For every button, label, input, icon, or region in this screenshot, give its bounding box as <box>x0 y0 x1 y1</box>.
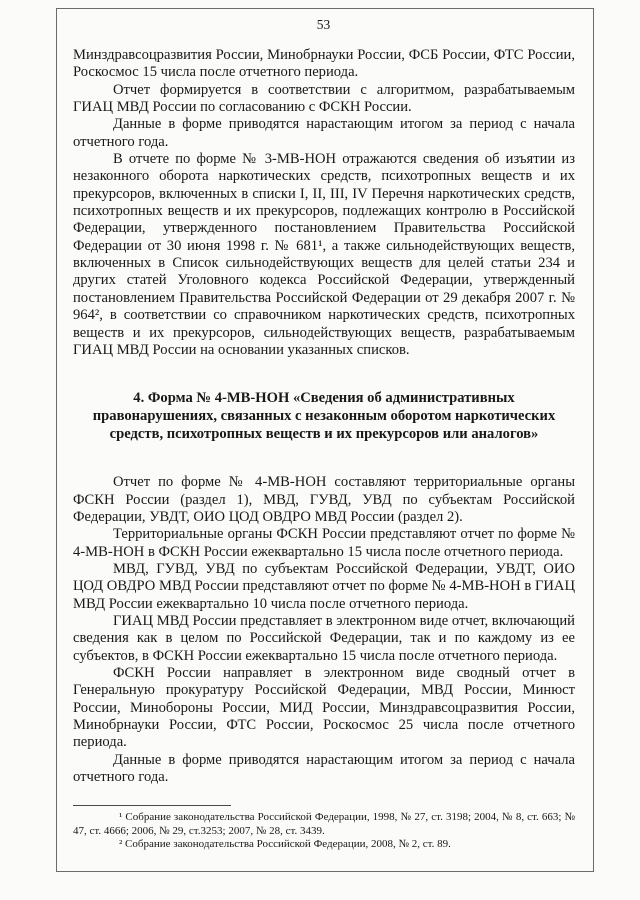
paragraph: ГИАЦ МВД России представляет в электронном виде отчет, включающий сведения как в целом по Российской Федерации, так и по каждому из ее субъектов, в ФСКН России ежеквартально 15 числа после отчетного периода. <box>73 612 575 664</box>
paragraph: Минздравсоцразвития России, Минобрнауки России, ФСБ России, ФТС России, Роскосмос 15 числа после отчетного периода. <box>73 47 575 81</box>
document-body <box>73 47 575 786</box>
footnotes-block <box>73 805 575 852</box>
footnote: ¹ Собрание законодательства Российской Федерации, 1998, № 27, ст. 3198; 2004, № 8, ст. 663; № 47, ст. 4666; 2006, № 29, ст.3253; 2007, № 28, ст. 3439. <box>73 811 575 837</box>
paragraph: В отчете по форме № 3-МВ-НОН отражаются сведения об изъятии из незаконного оборота наркотических средств, психотропных веществ и их прекурсоров, включенных в списки I, II, III, IV Перечня наркотических средств, психотропных веществ и их прекурсоров, подлежащих контролю в Российской Федерации, утвержденного постановлением Правительства Российской Федерации от 30 июня 1998 г. № 681¹, а также сильнодействующих веществ, включенных в Список сильнодействующих веществ для целей статьи 234 и других статей Уголовного кодекса Российской Федерации, утвержденный постановлением Правительства Российской Федерации от 29 декабря 2007 г. № 964², в соответствии со справочником наркотических средств, психотропных веществ и их прекурсоров, сильнодействующих веществ, разрабатываемым ГИАЦ МВД России на основании указанных списков. <box>73 151 575 358</box>
section-heading: 4. Форма № 4-МВ-НОН «Сведения об административных правонарушениях, связанных с незаконным оборотом наркотических средств, психотропных веществ и их прекурсоров или аналогов» <box>92 390 556 443</box>
paragraph: Отчет по форме № 4-МВ-НОН составляют территориальные органы ФСКН России (раздел 1), МВД, ГУВД, УВД по субъектам Российской Федерации, УВДТ, ОИО ЦОД ОВДРО МВД России (раздел 2). <box>73 474 575 525</box>
footnote-separator <box>73 805 231 806</box>
paragraph: ФСКН России направляет в электронном виде сводный отчет в Генеральную прокуратуру Российской Федерации, МВД России, Минюст России, Минобороны России, МИД России, Минздравсоцразвития России, Минобрнауки России, ФТС России, Роскосмос 25 числа после отчетного периода. <box>73 664 575 751</box>
paragraph: Территориальные органы ФСКН России представляют отчет по форме № 4-МВ-НОН в ФСКН России ежеквартально 15 числа после отчетного периода. <box>73 526 575 560</box>
footnote: ² Собрание законодательства Российской Федерации, 2008, № 2, ст. 89. <box>119 838 451 851</box>
paragraph: Данные в форме приводятся нарастающим итогом за период с начала отчетного года. <box>73 116 575 150</box>
page-number: 53 <box>316 17 331 32</box>
paragraph: МВД, ГУВД, УВД по субъектам Российской Федерации, УВДТ, ОИО ЦОД ОВДРО МВД России представляют отчет по форме № 4-МВ-НОН в ГИАЦ МВД России ежеквартально 10 числа после отчетного периода. <box>73 560 575 612</box>
paragraph: Отчет формируется в соответствии с алгоритмом, разрабатываемым ГИАЦ МВД России по согласованию с ФСКН России. <box>73 81 575 116</box>
paragraph: Данные в форме приводятся нарастающим итогом за период с начала отчетного года. <box>73 751 575 786</box>
